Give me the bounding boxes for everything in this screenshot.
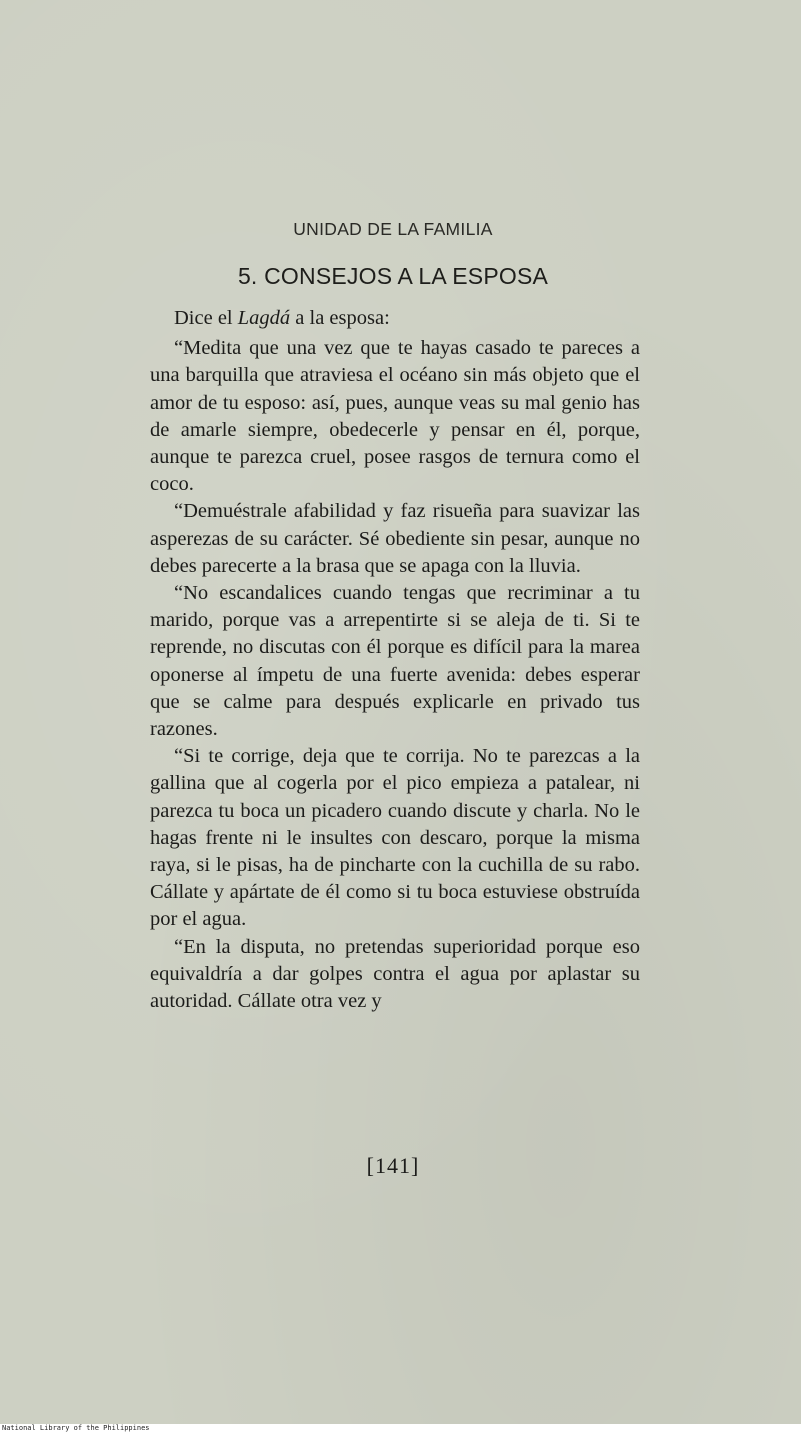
paragraph: “En la disputa, no pretendas superioridad porque eso equivaldría a dar golpes contra el agua por aplastar su autoridad. Cállate otra vez y	[150, 935, 640, 1013]
body-text	[150, 305, 640, 1015]
page-number: [141]	[366, 1153, 420, 1178]
intro-italic-title: Lagdá	[237, 307, 291, 329]
intro-paragraph	[150, 305, 640, 332]
running-head: UNIDAD DE LA FAMILIA	[293, 219, 493, 239]
paragraph: “No escandalices cuando tengas que recriminar a tu marido, porque vas a arrepentirte si se aleja de ti. Si te reprende, no discutas con él porque es difícil para la marea oponerse al ímpetu de una fuerte avenida: debes esperar que se calme para después explicarle en privado tus razones.	[150, 582, 640, 741]
library-watermark: National Library of the Philippines	[2, 1424, 150, 1432]
paragraph: “Medita que una vez que te hayas casado te pareces a una barquilla que atraviesa el océano sin más objeto que el amor de tu esposo: así, pues, aunque veas su mal genio has de amarle siempre, obedecerle y pensar en él, porque, aunque te parezca cruel, posee rasgos de ternura como el coco.	[150, 337, 640, 496]
chapter-title: 5. CONSEJOS A LA ESPOSA	[237, 263, 549, 289]
paragraph: “Si te corrige, deja que te corrija. No te parezcas a la gallina que al cogerla por el pico empieza a patalear, ni parezca tu boca un picadero cuando discute y charla. No le hagas frente ni le insultes con descaro, porque la misma raya, si le pisas, ha de pincharte con la cuchilla de su rabo. Cállate y apártate de él como si tu boca estuviese obstruída por el agua.	[150, 745, 640, 931]
paragraph: “Demuéstrale afabilidad y faz risueña para suavizar las asperezas de su carácter. Sé obediente sin pesar, aunque no debes parecerte a la brasa que se apaga con la lluvia.	[150, 500, 640, 577]
intro-before: Dice el	[174, 307, 238, 329]
intro-after: a la esposa:	[290, 307, 390, 329]
